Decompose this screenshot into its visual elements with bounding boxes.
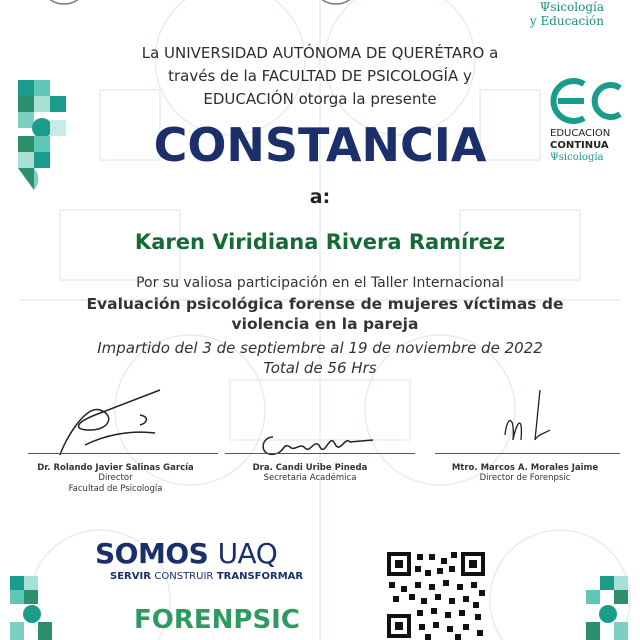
course-line1: Evaluación psicológica forense de mujeres víctimas de	[86, 295, 564, 313]
signatory-2	[225, 463, 395, 484]
signatory-1-name: Dr. Rolando Javier Salinas García	[37, 463, 194, 473]
signature-1-icon	[55, 385, 170, 460]
forenpsic-logo: FORENPSIC	[134, 605, 300, 635]
uaq-tagline	[110, 571, 303, 582]
geometric-pattern-bottom-right-icon	[586, 576, 630, 640]
signatory-1	[28, 463, 203, 495]
somos-uaq-logo	[95, 537, 277, 570]
intro-line1: La UNIVERSIDAD AUTÓNOMA DE QUERÉTARO a	[141, 44, 499, 62]
signatory-2-role: Secretaria Académica	[263, 473, 357, 483]
tagline-servir: SERVIR	[110, 571, 151, 582]
signatory-3	[440, 463, 610, 484]
course-line2: violencia en la pareja	[231, 315, 419, 333]
ec-line2: CONTINUA	[550, 140, 609, 151]
signatory-3-role: Director de Forenpsic	[479, 473, 571, 483]
top-logo-line1: Ψsicología	[539, 0, 604, 14]
signature-line-1	[28, 453, 218, 454]
ec-line1: EDUCACION	[550, 128, 611, 139]
uaq-text: UAQ	[217, 537, 278, 570]
geometric-pattern-bottom-left-icon	[10, 576, 54, 640]
certificate-title: CONSTANCIA	[153, 118, 487, 172]
signature-line-3	[435, 453, 620, 454]
course-title	[80, 294, 570, 334]
to-label: a:	[309, 186, 331, 208]
seal-left-icon	[40, 0, 88, 8]
ec-line3: Ψsicología	[550, 152, 604, 163]
somos-text: SOMOS	[95, 537, 209, 570]
top-logo-line2: y Educación	[529, 14, 604, 28]
signatory-1-role: Director	[98, 473, 133, 483]
signature-line-2	[225, 453, 415, 454]
signatory-3-name: Mtro. Marcos A. Morales Jaime	[451, 463, 599, 473]
signature-3-icon	[495, 385, 555, 455]
seal-center-icon	[312, 0, 360, 8]
intro-line2: través de la FACULTAD DE PSICOLOGÍA y	[168, 67, 472, 85]
tagline-construir: CONSTRUIR	[154, 571, 214, 582]
qr-code-icon[interactable]	[385, 550, 487, 640]
tagline-transformar: TRANSFORMAR	[216, 571, 304, 582]
psicologia-educacion-logo	[520, 0, 604, 28]
recipient-name: Karen Viridiana Rivera Ramírez	[134, 230, 506, 254]
intro-line3: EDUCACIÓN otorga la presente	[203, 90, 437, 108]
dates-line2: Total de 56 Hrs	[263, 359, 377, 377]
dates-line1: Impartido del 3 de septiembre al 19 de noviembre de 2022	[97, 339, 543, 357]
intro-text	[100, 42, 540, 111]
signatory-1-role2: Facultad de Psicología	[68, 484, 163, 494]
participation-text: Por su valiosa participación en el Taller Internacional	[136, 275, 504, 291]
signature-2-icon	[255, 422, 375, 462]
dates-text	[0, 338, 640, 378]
signatory-2-name: Dra. Candi Uribe Pineda	[252, 463, 368, 473]
